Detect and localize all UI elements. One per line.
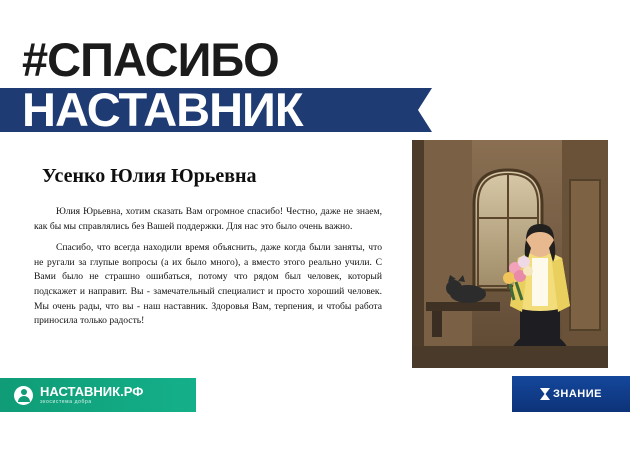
hashtag-line-1: #СПАСИБО (22, 33, 279, 86)
mentor-rf-logo (0, 378, 196, 412)
znanie-logo-block (512, 376, 630, 412)
page-title: Усенко Юлия Юрьевна (42, 165, 257, 187)
mentor-photo (412, 140, 608, 368)
znanie-label: ЗНАНИЕ (553, 388, 602, 400)
header-banner (0, 33, 640, 146)
letter-paragraph-2: Спасибо, что всегда находили время объяснить, даже когда были заняты, что не ругали за глупые вопросы (а их было много), а вместо этого реально учили. С Вами было не страшно ошибаться, потому что рядом был человек, который подскажет и направит. Вы - замечательный специалист и просто хороший человек. Мы очень рады, что вы - наш наставник. Здоровья Вам, терпения, и чтобы работа приносила только радость! (34, 242, 382, 327)
mentor-logo-text (40, 385, 143, 406)
blue-bar-arrow-shape (418, 88, 432, 132)
letter-paragraph-1: Юлия Юрьевна, хотим сказать Вам огромное спасибо! Честно, даже не знаем, как бы мы справлялись без Вашей поддержки. Для нас это было очень важно. (34, 206, 382, 232)
hashtag-line-2: НАСТАВНИК (22, 83, 303, 136)
photo-illustration (412, 140, 608, 368)
znanie-mark-icon (540, 388, 550, 400)
letter-body (34, 205, 382, 336)
mentor-tagline-label: экосистема добра (40, 398, 92, 405)
person-icon (14, 386, 33, 405)
znanie-logo (540, 388, 602, 400)
mentor-brand-label: НАСТАВНИК.РФ (40, 383, 144, 399)
